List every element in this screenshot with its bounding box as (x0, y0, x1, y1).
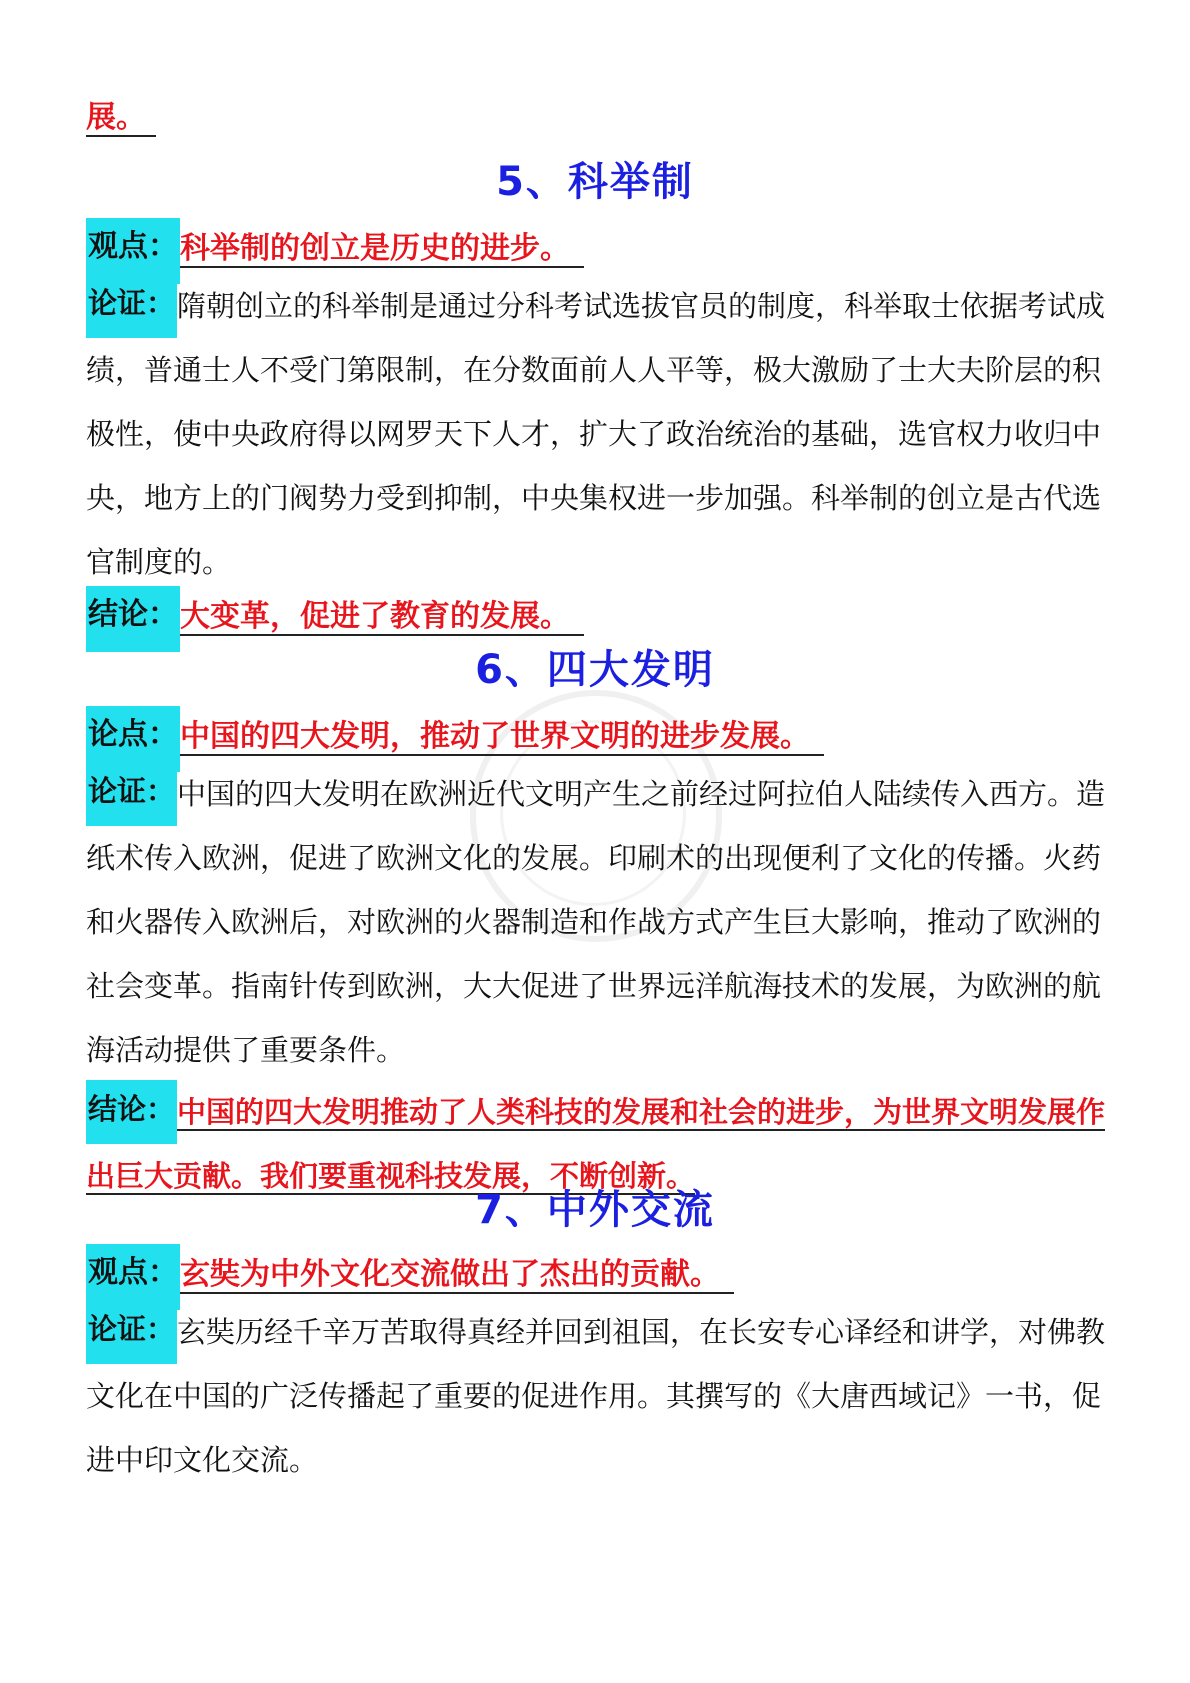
conclusion-label: 结论： (86, 1080, 177, 1144)
viewpoint-label: 观点： (86, 1244, 180, 1310)
argument-text: 玄奘历经千辛万苦取得真经并回到祖国，在长安专心译经和讲学，对佛教文化在中国的广泛传播起了重要的促进作用。其撰写的《大唐西域记》一书，促进中印文化交流。 (86, 1315, 1106, 1477)
argument-text: 中国的四大发明在欧洲近代文明产生之前经过阿拉伯人陆续传入西方。造纸术传入欧洲，促进了欧洲文化的发展。印刷术的出现便利了文化的传播。火药和火器传入欧洲后，对欧洲的火器制造和作战方式产生巨大影响，推动了欧洲的社会变革。指南针传到欧洲，大大促进了世界远洋航海技术的发展，为欧洲的航海活动提供了重要条件。 (86, 777, 1106, 1067)
viewpoint-label: 观点： (86, 218, 180, 284)
section-title-6: 6、四大发明 (475, 647, 715, 693)
viewpoint-text: 中国的四大发明，推动了世界文明的进步发展。 (180, 720, 824, 756)
viewpoint-label: 论点： (86, 706, 180, 772)
argument-paragraph-5 (86, 274, 1116, 594)
argument-label: 论证： (86, 274, 177, 338)
previous-section-fragment: 展。 (86, 101, 156, 137)
argument-text: 隋朝创立的科举制是通过分科考试选拔官员的制度，科举取士依据考试成绩，普通士人不受门第限制，在分数面前人人平等，极大激励了士大夫阶层的积极性，使中央政府得以网罗天下人才，扩大了政治统治的基础，选官权力收归中央，地方上的门阀势力受到抑制，中央集权进一步加强。科举制的创立是古代选官制度的。 (86, 289, 1106, 579)
argument-label: 论证： (86, 1300, 177, 1364)
conclusion-label: 结论： (86, 586, 180, 652)
argument-paragraph-6 (86, 762, 1116, 1082)
conclusion-text: 大变革，促进了教育的发展。 (180, 600, 584, 636)
argument-label: 论证： (86, 762, 177, 826)
viewpoint-text: 玄奘为中外文化交流做出了杰出的贡献。 (180, 1258, 734, 1294)
section-title-7: 7、中外交流 (475, 1187, 715, 1233)
section-title-5: 5、科举制 (496, 159, 694, 205)
viewpoint-text: 科举制的创立是历史的进步。 (180, 232, 584, 268)
argument-paragraph-7 (86, 1300, 1116, 1492)
conclusion-text: 中国的四大发明推动了人类科技的发展和社会的进步，为世界文明发展作出巨大贡献。我们要重视科技发展，不断创新。 (86, 1095, 1106, 1193)
